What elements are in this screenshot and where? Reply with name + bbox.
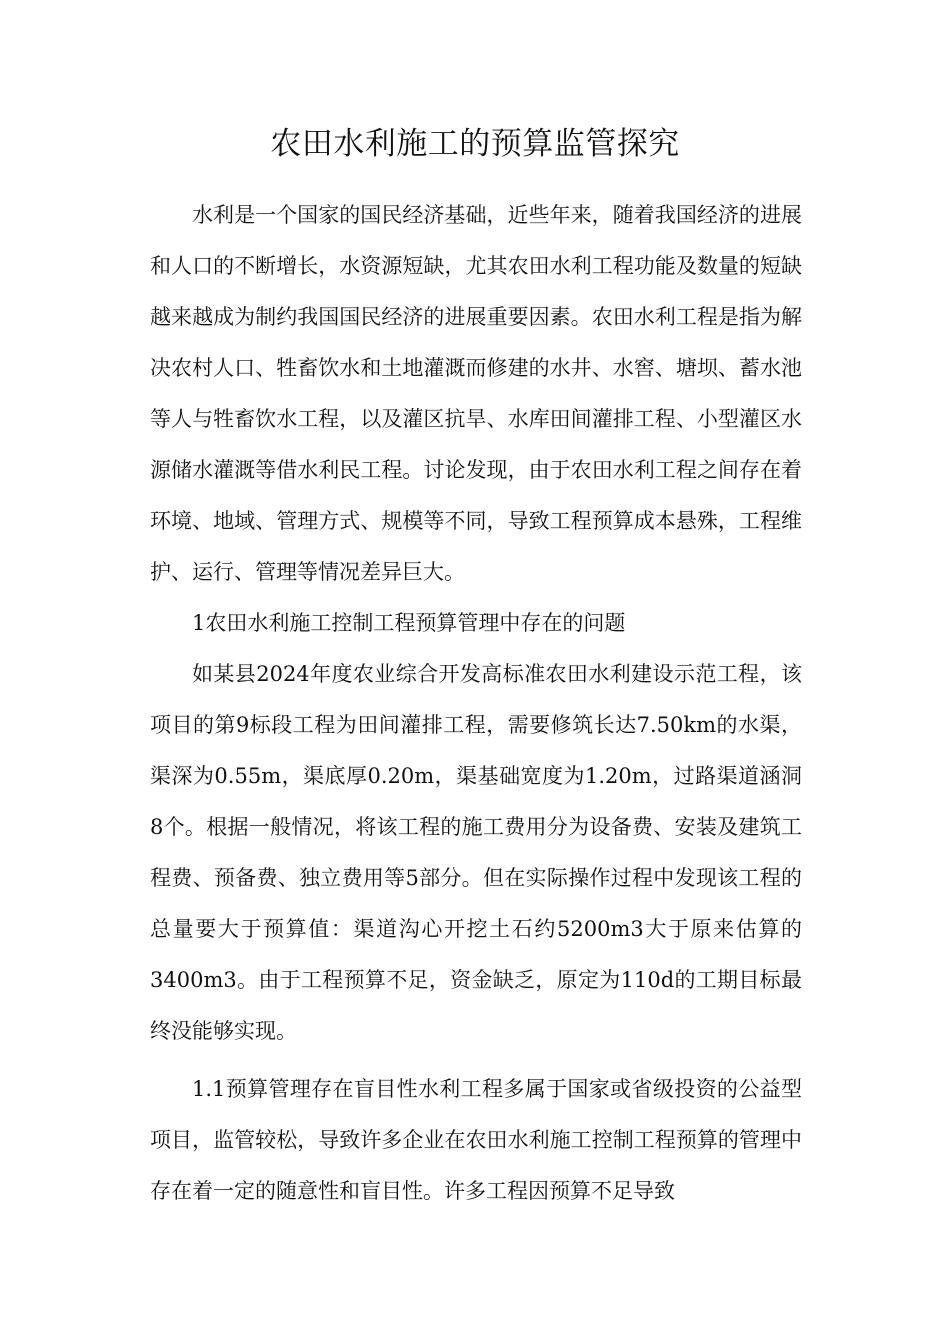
section-heading-1: 1农田水利施工控制工程预算管理中存在的问题 — [192, 611, 626, 635]
document-title: 农田水利施工的预算监管探究 — [270, 126, 680, 162]
paragraph-case-example: 如某县2024年度农业综合开发高标准农田水利建设示范工程，该项目的第9标段工程为田间灌排工程，需要修筑长达7.50km的水渠，渠深为0.55m，渠底厚0.20m，渠基础宽度为1.20m，过路渠道涵洞8个。根据一般情况，将该工程的施工费用分为设备费、安装及建筑工程费、预备费、独立费用等5部分。但在实际操作过程中发现该工程的总量要大于预算值：渠道沟心开挖土石约5200m3大于原来估算的3400m3。由于工程预算不足，资金缺乏，原定为110d的工期目标最终没能够实现。 — [150, 662, 802, 1043]
paragraph-intro: 水利是一个国家的国民经济基础，近些年来，随着我国经济的进展和人口的不断增长，水资源短缺，尤其农田水利工程功能及数量的短缺越来越成为制约我国国民经济的进展重要因素。农田水利工程是指为解决农村人口、牲畜饮水和土地灌溉而修建的水井、水窖、塘坝、蓄水池等人与牲畜饮水工程，以及灌区抗旱、水库田间灌排工程、小型灌区水源储水灌溉等借水利民工程。讨论发现，由于农田水利工程之间存在着环境、地域、管理方式、规模等不同，导致工程预算成本悬殊，工程维护、运行、管理等情况差异巨大。 — [150, 203, 802, 584]
paragraph-section-1-1: 1.1预算管理存在盲目性水利工程多属于国家或省级投资的公益型项目，监管较松，导致许多企业在农田水利施工控制工程预算的管理中存在着一定的随意性和盲目性。许多工程因预算不足导致 — [150, 1077, 802, 1203]
document-body — [150, 190, 802, 1217]
